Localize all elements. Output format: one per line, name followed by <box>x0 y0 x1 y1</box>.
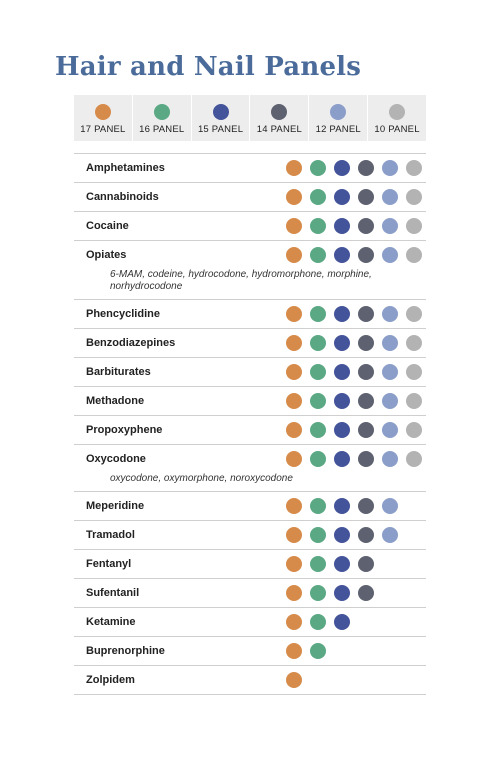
panel-indicator-dot <box>382 498 398 514</box>
table-row <box>74 608 426 637</box>
panel-dots <box>286 643 426 659</box>
panel-indicator-dot <box>286 614 302 630</box>
panel-indicator-dot <box>310 614 326 630</box>
panel-indicator-dot <box>334 160 350 176</box>
drug-name: Benzodiazepines <box>86 337 176 349</box>
panel-indicator-dot <box>334 422 350 438</box>
panel-color-dot <box>389 104 405 120</box>
panel-indicator-dot <box>382 527 398 543</box>
panel-indicator-dot <box>286 527 302 543</box>
panel-indicator-dot <box>334 585 350 601</box>
panel-indicator-dot <box>286 247 302 263</box>
panel-indicator-dot <box>310 189 326 205</box>
panel-indicator-dot <box>286 189 302 205</box>
panel-dots <box>286 393 426 409</box>
panel-indicator-dot <box>334 189 350 205</box>
panel-indicator-dot <box>406 189 422 205</box>
panel-indicator-dot <box>358 451 374 467</box>
panel-indicator-dot <box>358 364 374 380</box>
panel-indicator-dot <box>358 393 374 409</box>
table-row <box>74 416 426 445</box>
panel-indicator-dot <box>358 160 374 176</box>
table-row <box>74 154 426 183</box>
panel-legend-item <box>74 95 132 141</box>
drug-table <box>74 153 426 695</box>
panel-legend-item <box>367 95 426 141</box>
panel-indicator-dot <box>310 247 326 263</box>
drug-name: Phencyclidine <box>86 308 160 320</box>
panel-indicator-dot <box>286 672 302 688</box>
panel-legend-item <box>249 95 308 141</box>
panel-indicator-dot <box>382 306 398 322</box>
panel-indicator-dot <box>406 247 422 263</box>
panel-indicator-dot <box>286 306 302 322</box>
panel-dots <box>286 672 426 688</box>
panel-indicator-dot <box>382 364 398 380</box>
panel-indicator-dot <box>286 451 302 467</box>
panel-indicator-dot <box>382 451 398 467</box>
panel-indicator-dot <box>334 527 350 543</box>
panel-indicator-dot <box>382 189 398 205</box>
table-row <box>74 666 426 695</box>
table-row <box>74 183 426 212</box>
panel-indicator-dot <box>382 218 398 234</box>
panel-indicator-dot <box>286 585 302 601</box>
panel-indicator-dot <box>406 218 422 234</box>
panel-indicator-dot <box>358 189 374 205</box>
panel-indicator-dot <box>286 335 302 351</box>
panel-indicator-dot <box>310 422 326 438</box>
panel-legend-item <box>132 95 191 141</box>
panel-indicator-dot <box>358 556 374 572</box>
panel-indicator-dot <box>310 335 326 351</box>
panel-indicator-dot <box>358 498 374 514</box>
table-row <box>74 358 426 387</box>
table-row <box>74 300 426 329</box>
panel-label: 15 PANEL <box>197 124 244 135</box>
panel-indicator-dot <box>310 643 326 659</box>
drug-note: 6-MAM, codeine, hydrocodone, hydromorphone, morphine, norhydrocodone <box>110 269 372 292</box>
panel-label: 14 PANEL <box>256 124 303 135</box>
panel-indicator-dot <box>286 364 302 380</box>
drug-name: Meperidine <box>86 500 145 512</box>
panel-indicator-dot <box>286 218 302 234</box>
panel-label: 10 PANEL <box>374 124 420 135</box>
panel-indicator-dot <box>286 498 302 514</box>
panel-color-dot <box>330 104 346 120</box>
drug-name: Sufentanil <box>86 587 140 599</box>
drug-name: Cannabinoids <box>86 191 159 203</box>
panel-indicator-dot <box>286 422 302 438</box>
panel-indicator-dot <box>358 527 374 543</box>
panel-indicator-dot <box>286 393 302 409</box>
drug-name: Propoxyphene <box>86 424 163 436</box>
drug-note: oxycodone, oxymorphone, noroxycodone <box>110 473 293 484</box>
panel-dots <box>286 335 426 351</box>
table-row <box>74 387 426 416</box>
panel-color-dot <box>154 104 170 120</box>
drug-name: Buprenorphine <box>86 645 165 657</box>
drug-name: Zolpidem <box>86 674 135 686</box>
panel-indicator-dot <box>382 160 398 176</box>
panel-label: 12 PANEL <box>315 124 361 135</box>
drug-name: Ketamine <box>86 616 136 628</box>
panel-indicator-dot <box>358 306 374 322</box>
table-row <box>74 492 426 521</box>
panel-dots <box>286 422 426 438</box>
panel-indicator-dot <box>310 498 326 514</box>
panel-indicator-dot <box>358 247 374 263</box>
panel-legend-item <box>191 95 250 141</box>
panel-indicator-dot <box>406 422 422 438</box>
panel-indicator-dot <box>310 364 326 380</box>
panel-indicator-dot <box>406 451 422 467</box>
panel-dots <box>286 306 426 322</box>
panel-indicator-dot <box>310 393 326 409</box>
drug-name: Fentanyl <box>86 558 132 570</box>
panel-indicator-dot <box>382 393 398 409</box>
panel-dots <box>286 556 426 572</box>
panel-indicator-dot <box>358 585 374 601</box>
panel-indicator-dot <box>334 306 350 322</box>
table-row <box>74 212 426 241</box>
table-row <box>74 579 426 608</box>
panel-color-dot <box>213 104 229 120</box>
drug-name: Tramadol <box>86 529 135 541</box>
panel-indicator-dot <box>334 247 350 263</box>
panel-dots <box>286 614 426 630</box>
panel-legend-item <box>308 95 367 141</box>
table-row <box>74 241 426 300</box>
panel-indicator-dot <box>358 218 374 234</box>
panel-indicator-dot <box>310 451 326 467</box>
panel-indicator-dot <box>406 393 422 409</box>
table-row <box>74 637 426 666</box>
panel-indicator-dot <box>310 306 326 322</box>
panel-indicator-dot <box>406 160 422 176</box>
drug-name: Oxycodone <box>86 453 146 465</box>
panel-indicator-dot <box>334 393 350 409</box>
drug-name: Methadone <box>86 395 145 407</box>
panel-indicator-dot <box>334 218 350 234</box>
table-row <box>74 329 426 358</box>
panel-dots <box>286 585 426 601</box>
panel-label: 17 PANEL <box>80 124 126 135</box>
panel-indicator-dot <box>334 556 350 572</box>
page-title: Hair and Nail Panels <box>55 52 362 82</box>
panel-indicator-dot <box>358 335 374 351</box>
panel-indicator-dot <box>310 160 326 176</box>
panel-dots <box>286 364 426 380</box>
panel-indicator-dot <box>406 364 422 380</box>
panel-dots <box>286 247 426 263</box>
panel-label: 16 PANEL <box>139 124 185 135</box>
panel-indicator-dot <box>286 556 302 572</box>
panel-dots <box>286 160 426 176</box>
panel-indicator-dot <box>286 160 302 176</box>
panel-indicator-dot <box>382 335 398 351</box>
table-row <box>74 550 426 579</box>
drug-name: Opiates <box>86 249 127 261</box>
panel-color-dot <box>271 104 287 120</box>
panel-indicator-dot <box>334 451 350 467</box>
panel-indicator-dot <box>310 556 326 572</box>
panel-legend <box>74 95 426 141</box>
panel-indicator-dot <box>382 247 398 263</box>
panel-dots <box>286 218 426 234</box>
panel-indicator-dot <box>310 218 326 234</box>
panel-dots <box>286 527 426 543</box>
panel-indicator-dot <box>406 335 422 351</box>
drug-name: Barbiturates <box>86 366 151 378</box>
panel-indicator-dot <box>310 585 326 601</box>
panel-indicator-dot <box>358 422 374 438</box>
table-row <box>74 521 426 550</box>
panel-dots <box>286 498 426 514</box>
drug-name: Amphetamines <box>86 162 165 174</box>
panel-dots <box>286 189 426 205</box>
panel-color-dot <box>95 104 111 120</box>
table-row <box>74 445 426 492</box>
panel-indicator-dot <box>334 364 350 380</box>
panel-indicator-dot <box>406 306 422 322</box>
panel-indicator-dot <box>334 614 350 630</box>
panel-indicator-dot <box>310 527 326 543</box>
panel-dots <box>286 451 426 467</box>
panel-indicator-dot <box>382 422 398 438</box>
panel-indicator-dot <box>286 643 302 659</box>
drug-name: Cocaine <box>86 220 129 232</box>
panel-indicator-dot <box>334 335 350 351</box>
panel-indicator-dot <box>334 498 350 514</box>
